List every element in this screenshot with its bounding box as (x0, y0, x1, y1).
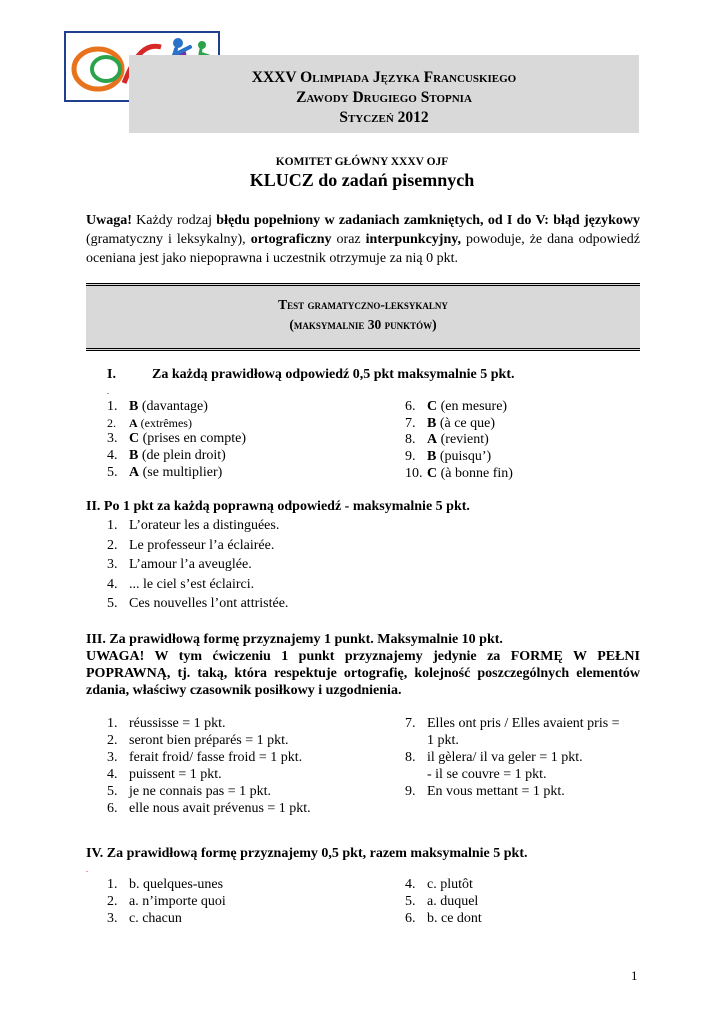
list-item (107, 518, 279, 534)
page-number: 1 (631, 968, 638, 983)
list-item (405, 432, 489, 448)
answer-text: (à ce que) (439, 416, 496, 431)
item-number: 1. (107, 877, 118, 892)
item-number: 10. (405, 466, 423, 481)
answer-text: (davantage) (141, 399, 208, 414)
warning-text: oraz (331, 232, 366, 247)
answer-letter: B (427, 449, 437, 464)
item-number: 8. (405, 432, 416, 447)
item-number: 7. (405, 716, 416, 731)
list-item (107, 716, 226, 732)
answer-text: En vous mettant = 1 pkt. (427, 784, 565, 799)
list-item (107, 877, 223, 893)
warning-paragraph (86, 211, 640, 268)
answer-text: L’orateur les a distinguées. (129, 518, 280, 533)
test-title: Test gramatyczno-leksykalny (278, 297, 448, 312)
answer-text: elle nous avait prévenus = 1 pkt. (129, 801, 311, 816)
answer-text: seront bien préparés = 1 pkt. (129, 733, 289, 748)
answer-text: Le professeur l’a éclairée. (129, 538, 275, 553)
section1-heading: Za każdą prawidłową odpowiedź 0,5 pkt maksymalnie 5 pkt. (152, 367, 515, 382)
answer-text: ferait froid/ fasse froid = 1 pkt. (129, 750, 303, 765)
item-number: 2. (107, 733, 118, 748)
answer-text: (de plein droit) (141, 448, 226, 463)
list-item (107, 557, 252, 573)
list-item (107, 538, 274, 554)
competition-stage: Zawody Drugiego Stopnia (296, 89, 472, 106)
warning-text: powoduje, że dana odpowiedź oceniana jest jako niepoprawna i uczestnik otrzymuje za nią 0 pkt. (86, 232, 640, 266)
answer-text: b. quelques-unes (129, 877, 224, 892)
list-item (107, 431, 246, 447)
warning-text: interpunkcyjny, (365, 232, 461, 247)
answer-text: c. chacun (129, 911, 182, 926)
list-item (107, 894, 226, 910)
answer-text: (puisqu’) (439, 449, 492, 464)
answer-letter: C (427, 399, 438, 414)
answer-text: (extrêmes) (140, 416, 192, 430)
answer-text: b. ce dont (427, 911, 482, 926)
answer-text: réussisse = 1 pkt. (129, 716, 226, 731)
list-item (107, 750, 302, 766)
item-number: 8. (405, 750, 416, 765)
item-number: 1. (107, 399, 118, 414)
section1-number: I. (107, 367, 116, 382)
section3-note: POPRAWNĄ, tj. taką, która respektuje ortografię, kolejność poszczególnych elementów (86, 666, 640, 681)
item-number: 5. (107, 596, 118, 611)
competition-date: Styczeń 2012 (339, 109, 429, 126)
answer-letter: A (129, 465, 140, 480)
committee-label: KOMITET GŁÓWNY XXXV OJF (275, 156, 449, 168)
test-max-points: (maksymalnie 30 punktów) (289, 317, 437, 332)
list-item (405, 877, 473, 893)
section4-heading: IV. Za prawidłową formę przyznajemy 0,5 pkt, razem maksymalnie 5 pkt. (86, 846, 528, 861)
item-number: 3. (107, 557, 118, 572)
answer-text: Elles ont pris / Elles avaient pris = (427, 716, 620, 731)
item-number: 4. (405, 877, 416, 892)
list-item (107, 577, 254, 593)
item-number: 5. (107, 784, 118, 799)
section1-dot: . (107, 387, 109, 396)
answer-text: (à bonne fin) (440, 466, 513, 481)
item-number: 9. (405, 784, 416, 799)
header-banner (129, 55, 639, 133)
list-item (107, 399, 208, 415)
answer-text: a. n’importe quoi (129, 894, 226, 909)
answer-text: c. plutôt (427, 877, 473, 892)
answer-text: il gèlera/ il va geler = 1 pkt. (427, 750, 583, 765)
section3-note: zdania, właściwy czasownik posiłkowy i uzgodnienia. (86, 683, 402, 698)
item-number: 1. (107, 716, 118, 731)
item-number: 2. (107, 894, 118, 909)
section3-note: UWAGA! W tym ćwiczeniu 1 punkt przyznajemy jedynie za FORMĘ W PEŁNI (86, 649, 640, 664)
list-item (405, 784, 565, 800)
answer-letter: B (427, 416, 437, 431)
answer-continuation: - il se couvre = 1 pkt. (427, 767, 547, 782)
item-number: 6. (405, 399, 416, 414)
warning-text: Każdy rodzaj (131, 213, 217, 228)
item-number: 5. (107, 465, 118, 480)
item-number: 4. (107, 577, 118, 592)
list-item (405, 894, 478, 910)
section3-heading: III. Za prawidłową formę przyznajemy 1 punkt. Maksymalnie 10 pkt. (86, 632, 503, 647)
list-item (107, 416, 192, 431)
list-item (107, 596, 288, 612)
list-item (405, 716, 620, 732)
answer-letter: A (427, 432, 438, 447)
answer-letter: A (129, 416, 138, 430)
warning-label: Uwaga! (86, 213, 132, 228)
section4-dot: . (86, 865, 88, 874)
answer-text: puissent = 1 pkt. (129, 767, 222, 782)
answer-letter: C (129, 431, 140, 446)
warning-text: (gramatyczny i leksykalny), (86, 232, 251, 247)
answer-letter: B (129, 399, 139, 414)
list-item (107, 767, 222, 783)
answer-text: je ne connais pas = 1 pkt. (129, 784, 272, 799)
list-item (405, 466, 513, 482)
test-section-box (86, 283, 640, 351)
item-number: 4. (107, 767, 118, 782)
list-item (405, 416, 495, 432)
list-item (405, 911, 482, 927)
list-item (405, 750, 583, 766)
item-number: 2. (107, 416, 116, 430)
item-number: 7. (405, 416, 416, 431)
warning-text: błędu popełniony w zadaniach zamkniętych, od I do V: błąd językowy (216, 213, 640, 228)
list-item (107, 733, 289, 749)
answer-text: (prises en compte) (142, 431, 247, 446)
item-number: 1. (107, 518, 118, 533)
item-number: 4. (107, 448, 118, 463)
item-number: 2. (107, 538, 118, 553)
list-item (107, 801, 311, 817)
answer-text: (revient) (440, 432, 489, 447)
list-item (405, 449, 491, 465)
item-number: 5. (405, 894, 416, 909)
list-item (107, 784, 271, 800)
answer-letter: C (427, 466, 438, 481)
section2-heading: II. Po 1 pkt za każdą poprawną odpowiedź - maksymalnie 5 pkt. (86, 499, 470, 514)
answer-text: (se multiplier) (142, 465, 223, 480)
olympiad-title: XXXV Olimpiada Języka Francuskiego (251, 69, 517, 86)
item-number: 9. (405, 449, 416, 464)
item-number: 3. (107, 750, 118, 765)
list-item (107, 465, 222, 481)
answer-text: (en mesure) (440, 399, 508, 414)
item-number: 3. (107, 911, 118, 926)
list-item (405, 399, 507, 415)
answer-continuation: 1 pkt. (427, 733, 459, 748)
item-number: 6. (107, 801, 118, 816)
page-title: KLUCZ do zadań pisemnych (249, 170, 475, 190)
item-number: 3. (107, 431, 118, 446)
list-item (107, 911, 182, 927)
answer-text: Ces nouvelles l’ont attristée. (129, 596, 289, 611)
answer-text: a. duquel (427, 894, 479, 909)
answer-text: L’amour l’a aveuglée. (129, 557, 252, 572)
item-number: 6. (405, 911, 416, 926)
answer-text: ... le ciel s’est éclairci. (129, 577, 255, 592)
warning-text: ortograficzny (250, 232, 332, 247)
answer-letter: B (129, 448, 139, 463)
list-item (107, 448, 226, 464)
